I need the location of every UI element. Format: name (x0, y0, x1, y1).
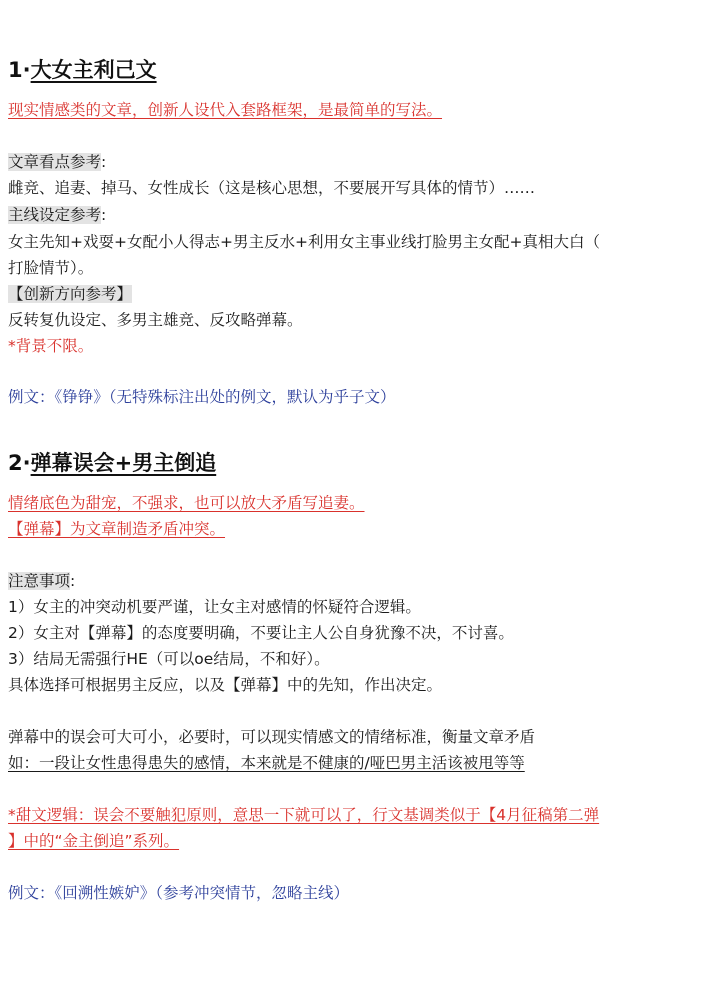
section-1-example: 例文：《铮铮》（无特殊标注出处的例文，默认为乎子文） (8, 388, 396, 406)
points-label: 文章看点参考 (8, 153, 102, 171)
innovation-text: 反转复仇设定、多男主雄竞、反攻略弹幕。 (8, 311, 303, 329)
plot-text-2: 打脸情节）。 (8, 259, 94, 277)
plot-label: 主线设定参考 (8, 206, 102, 224)
notes-line: 注意事项: (8, 572, 76, 590)
logic-note-1: *甜文逻辑：误会不要触犯原则，意思一下就可以了，行文基调类似于【4月征稿第二弹 (8, 806, 600, 824)
section-2-heading (8, 449, 216, 477)
innovation-label: 【创新方向参考】 (8, 285, 133, 303)
section-2-title: 弹幕误会+男主倒追 (30, 451, 217, 475)
section-1-intro: 现实情感类的文章，创新人设代入套路框架，是最简单的写法。 (8, 101, 443, 119)
section-1-number: 1· (8, 58, 31, 82)
points-line: 文章看点参考: (8, 153, 107, 171)
section-1-heading (8, 56, 157, 84)
plot-line: 主线设定参考: (8, 206, 107, 224)
note-item-2: 2）女主对【弹幕】的态度要明确，不要让主人公自身犹豫不决，不讨喜。 (8, 624, 514, 642)
section-1-title: 大女主利己文 (30, 58, 157, 82)
background-note: *背景不限。 (8, 337, 94, 355)
section-2-example: 例文：《回溯性嫉妒》（参考冲突情节，忽略主线） (8, 884, 350, 902)
notes-label: 注意事项 (8, 572, 71, 590)
section-2-intro-1: 情绪底色为甜宠，不强求，也可以放大矛盾写追妻。 (8, 494, 365, 512)
note-item-3: 3）结局无需强行HE（可以oe结局，不和好）。 (8, 650, 330, 668)
notes-tail: 具体选择可根据男主反应，以及【弹幕】中的先知，作出决定。 (8, 676, 443, 694)
section-2-intro-2: 【弹幕】为文章制造矛盾冲突。 (8, 520, 226, 538)
points-text: 雌竞、追妻、掉马、女性成长（这是核心思想，不要展开写具体的情节）…… (8, 179, 536, 197)
innovation-line (8, 283, 132, 305)
paragraph-1: 弹幕中的误会可大可小，必要时，可以现实情感文的情绪标准，衡量文章矛盾 (8, 728, 536, 746)
paragraph-2: 如：一段让女性患得患失的感情，本来就是不健康的/哑巴男主活该被甩等等 (8, 754, 525, 772)
note-item-1: 1）女主的冲突动机要严谨，让女主对感情的怀疑符合逻辑。 (8, 598, 421, 616)
plot-text-1: 女主先知+戏耍+女配小人得志+男主反水+利用女主事业线打脸男主女配+真相大白（ (8, 233, 600, 251)
logic-note-2: 】中的“金主倒追”系列。 (8, 832, 180, 850)
section-2-number: 2· (8, 451, 31, 475)
